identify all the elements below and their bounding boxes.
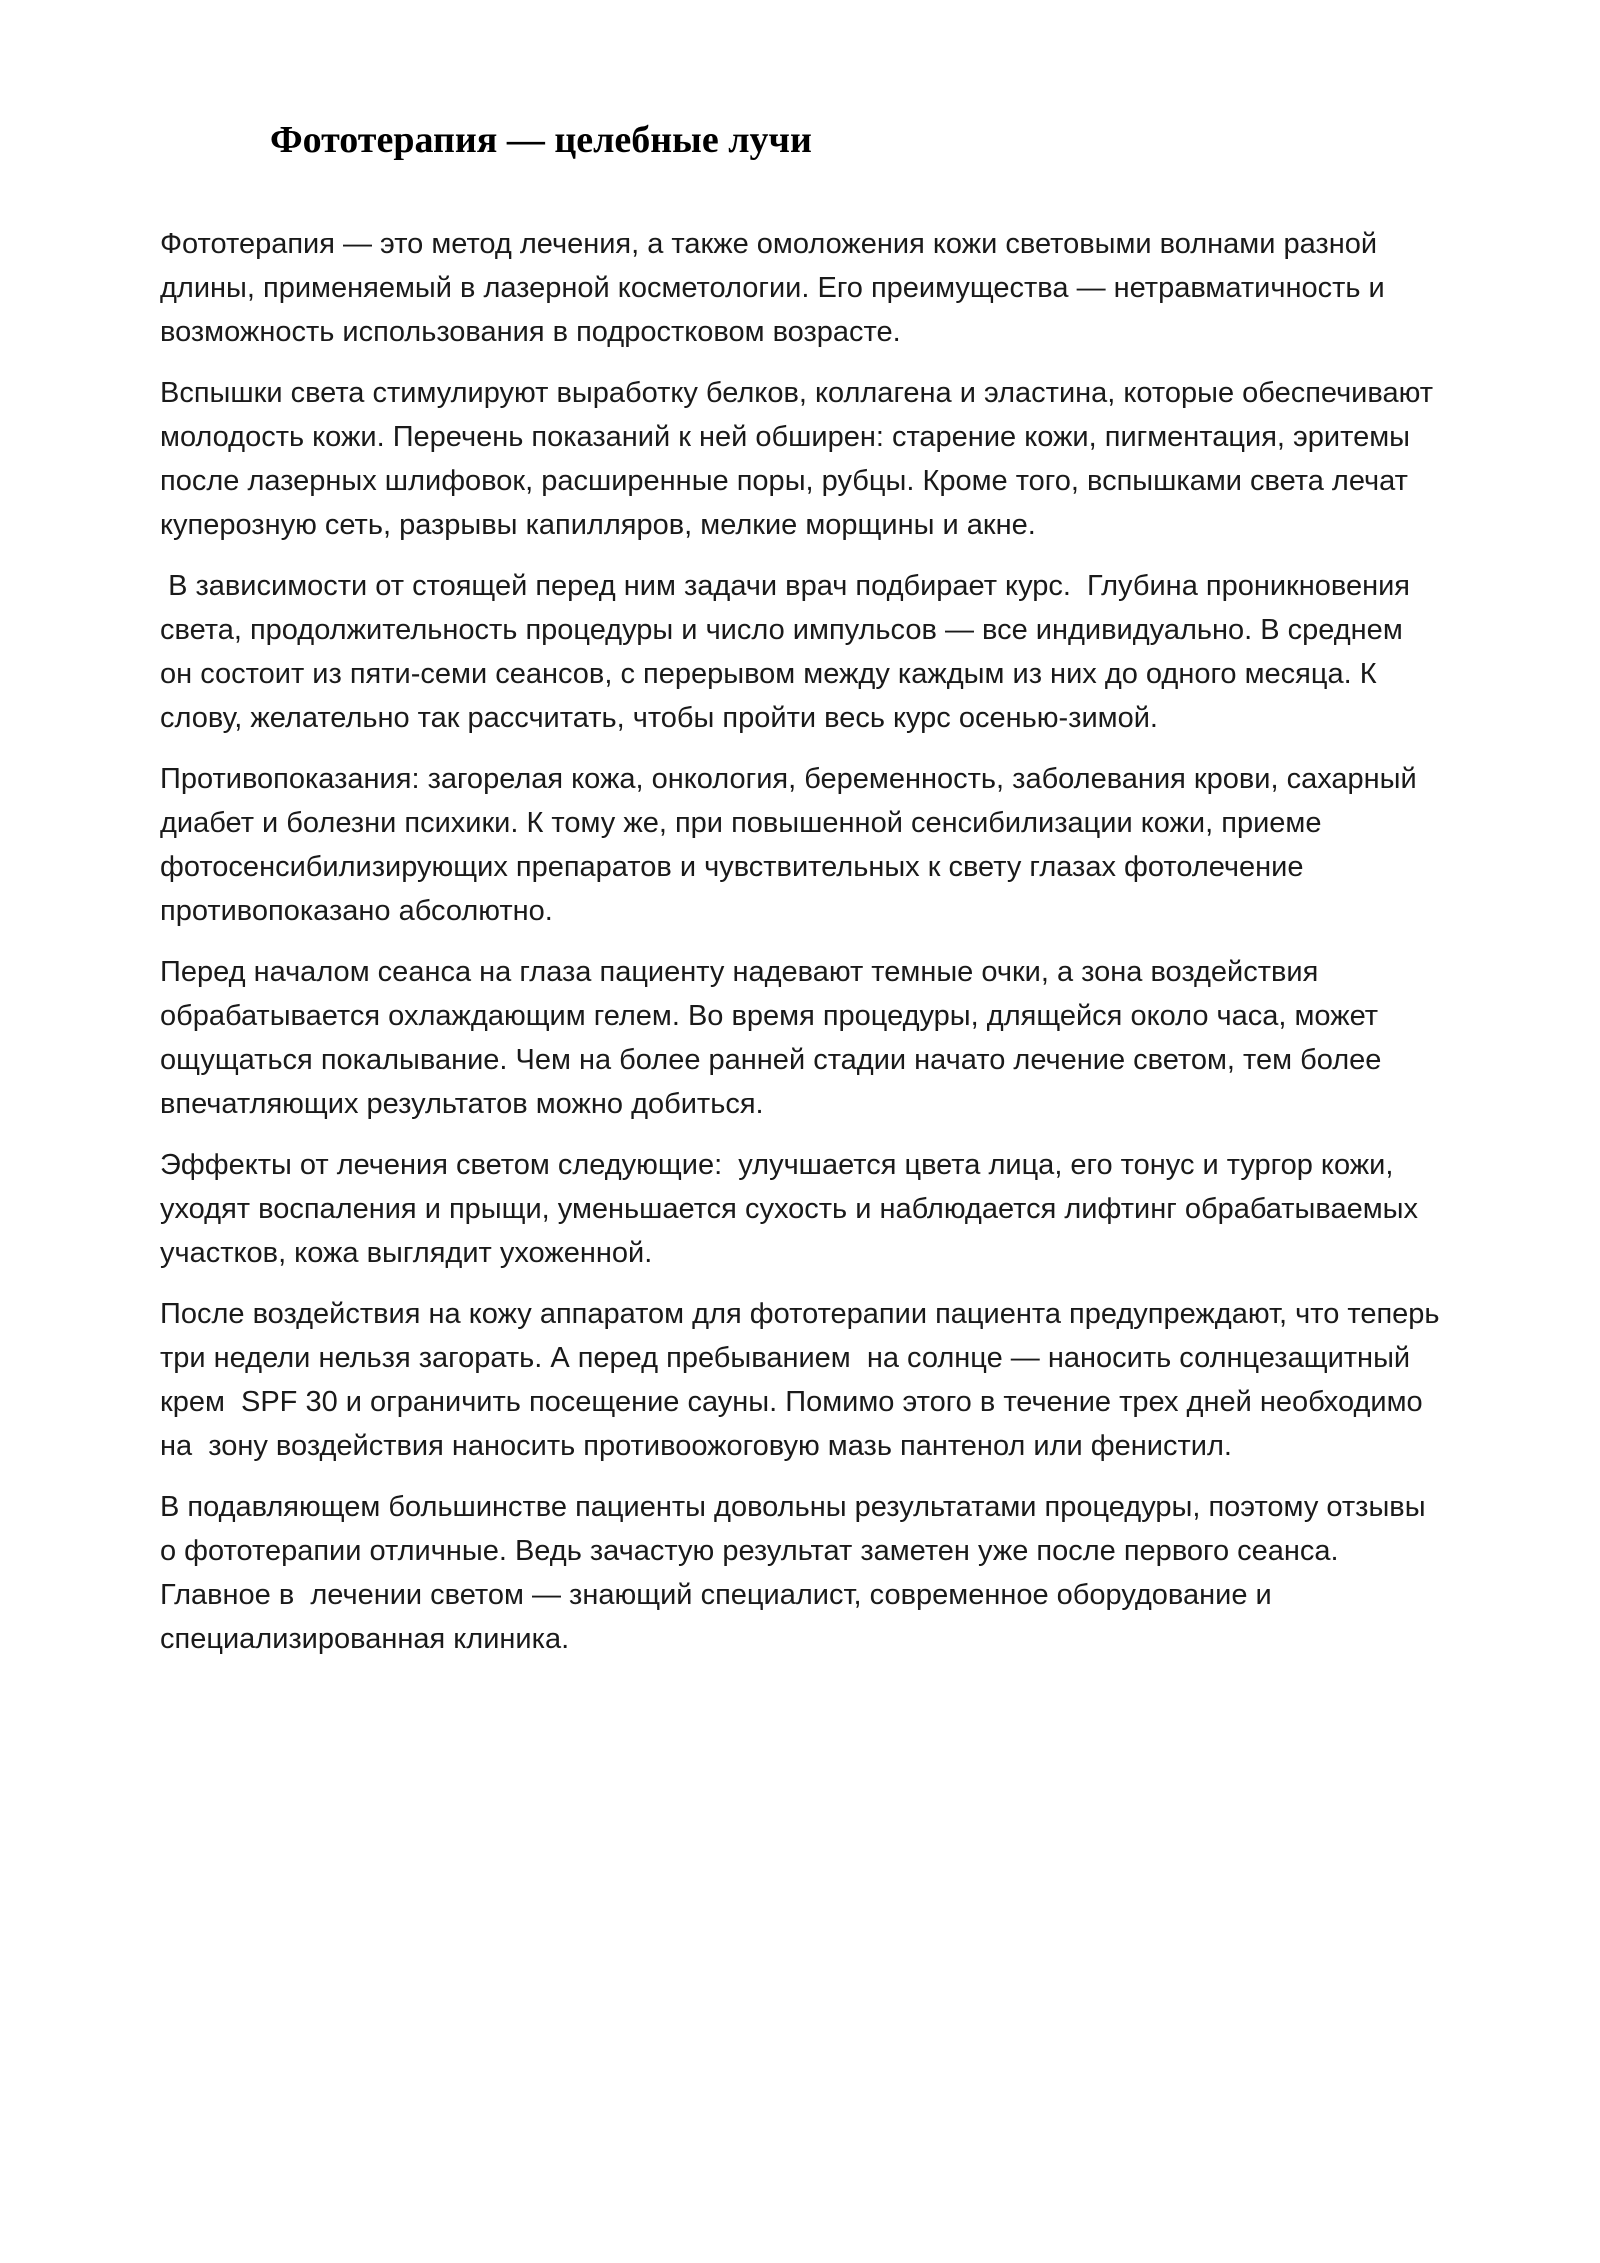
paragraph: Вспышки света стимулируют выработку белков, коллагена и эластина, которые обеспечивают молодость кожи. Перечень показаний к ней обширен: старение кожи, пигментация, эритемы после лазерных шлифовок, расширенные поры, рубцы. Кроме того, вспышками света лечат куперозную сеть, разрывы капилляров, мелкие морщины и акне.: [160, 376, 1450, 541]
document-title: Фототерапия — целебные лучи: [270, 119, 812, 161]
paragraph: Противопоказания: загорелая кожа, онкология, беременность, заболевания крови, сахарный диабет и болезни психики. К тому же, при повышенной сенсибилизации кожи, приеме фотосенсибилизирующих препаратов и чувствительных к свету глазах фотолечение противопоказано абсолютно.: [160, 762, 1425, 927]
paragraph: Перед началом сеанса на глаза пациенту надевают темные очки, а зона воздействия обрабатывается охлаждающим гелем. Во время процедуры, длящейся около часа, может ощущаться покалывание. Чем на более ранней стадии начато лечение светом, тем более впечатляющих результатов можно добиться.: [160, 955, 1390, 1120]
paragraph: Фототерапия — это метод лечения, а также омоложения кожи световыми волнами разной длины, применяемый в лазерной косметологии. Его преимущества — нетравматичность и возможность использования в подростковом возрасте.: [160, 227, 1393, 348]
paragraph: В подавляющем большинстве пациенты довольны результатами процедуры, поэтому отзывы о фототерапии отличные. Ведь зачастую результат заметен уже после первого сеанса. Главное в лечении светом — знающий специалист, современное оборудование и специализированная клиника.: [160, 1490, 1434, 1655]
paragraph: В зависимости от стоящей перед ним задачи врач подбирает курс. Глубина проникновения света, продолжительность процедуры и число импульсов — все индивидуально. В среднем он состоит из пяти-семи сеансов, с перерывом между каждым из них до одного месяца. К слову, желательно так рассчитать, чтобы пройти весь курс осенью-зимой.: [160, 569, 1419, 734]
paragraph: Эффекты от лечения светом следующие: улучшается цвета лица, его тонус и тургор кожи, уходят воспаления и прыщи, уменьшается сухость и наблюдается лифтинг обрабатываемых участков, кожа выглядит ухоженной.: [160, 1148, 1427, 1269]
paragraph: После воздействия на кожу аппаратом для фототерапии пациента предупреждают, что теперь три недели нельзя загорать. А перед пребыванием на солнце — наносить солнцезащитный крем SPF 30 и ограничить посещение сауны. Помимо этого в течение трех дней необходимо на зону воздействия наносить противоожоговую мазь пантенол или фенистил.: [160, 1297, 1456, 1462]
